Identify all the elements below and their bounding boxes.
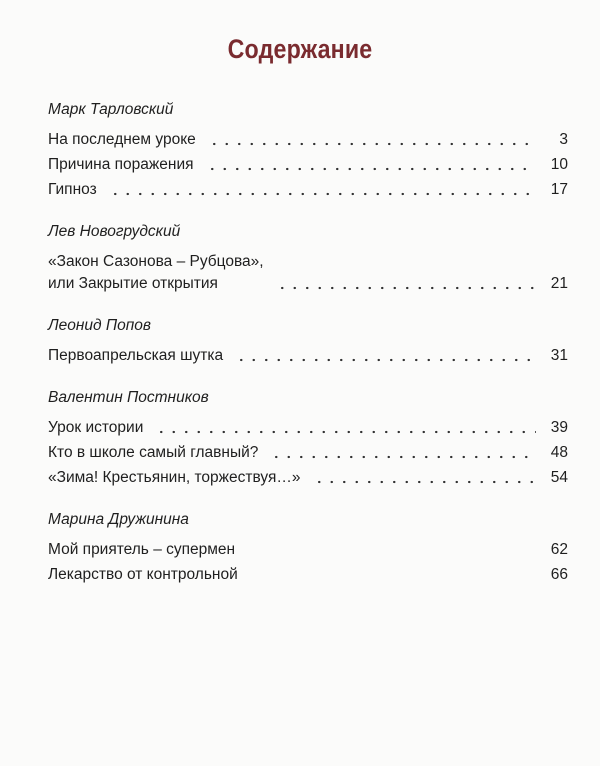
page-number: 39 [550,419,568,436]
toc-entry [48,442,568,464]
entry-title: Урок истории [48,419,144,436]
author-name: Валентин Постников [48,389,209,406]
page-number: 62 [550,541,568,558]
page-number: 17 [550,181,568,198]
dot-leader [206,167,537,171]
toc-section [48,387,568,489]
entry-title: «Закон Сазонова – Рубцова», или Закрытие открытия [48,253,264,292]
entry-title: «Зима! Крестьянин, торжествуя…» [48,469,301,486]
dot-leader [250,577,536,581]
dot-leader [235,358,536,362]
toc-entry [48,251,568,295]
entry-title: Мой приятель – супермен [48,541,236,558]
dot-leader [109,192,536,196]
entry-title: Причина поражения [48,156,194,173]
toc-section [48,315,568,367]
author-name: Леонид Попов [48,317,151,334]
page-number: 21 [550,275,568,292]
page-title: Содержание [227,34,373,64]
dot-leader [247,552,536,556]
toc-section [48,99,568,201]
author-name: Лев Новогрудский [48,223,181,240]
toc-entry [48,417,568,439]
author-name: Марина Дружинина [48,511,189,528]
dot-leader [208,142,536,146]
toc-entry [48,345,568,367]
toc-entry [48,564,568,586]
table-of-contents [48,99,568,606]
dot-leader [155,430,536,434]
entry-title: Первоапрельская шутка [48,347,224,364]
entry-title: Гипноз [48,181,97,198]
dot-leader [313,480,537,484]
author-name: Марк Тарловский [48,101,174,118]
toc-entry [48,539,568,561]
page-number: 48 [550,444,568,461]
toc-section [48,221,568,295]
toc-entry [48,179,568,201]
page-number: 3 [559,131,568,148]
toc-entry [48,154,568,176]
toc-entry [48,129,568,151]
dot-leader [276,286,536,290]
toc-section [48,509,568,586]
page-number: 31 [550,347,568,364]
page-number: 66 [550,566,568,583]
page-number: 54 [550,469,568,486]
entry-title: Кто в школе самый главный? [48,444,259,461]
page-number: 10 [550,156,568,173]
entry-title: Лекарство от контрольной [48,566,238,583]
toc-entry [48,467,568,489]
dot-leader [270,455,536,459]
entry-title: На последнем уроке [48,131,196,148]
